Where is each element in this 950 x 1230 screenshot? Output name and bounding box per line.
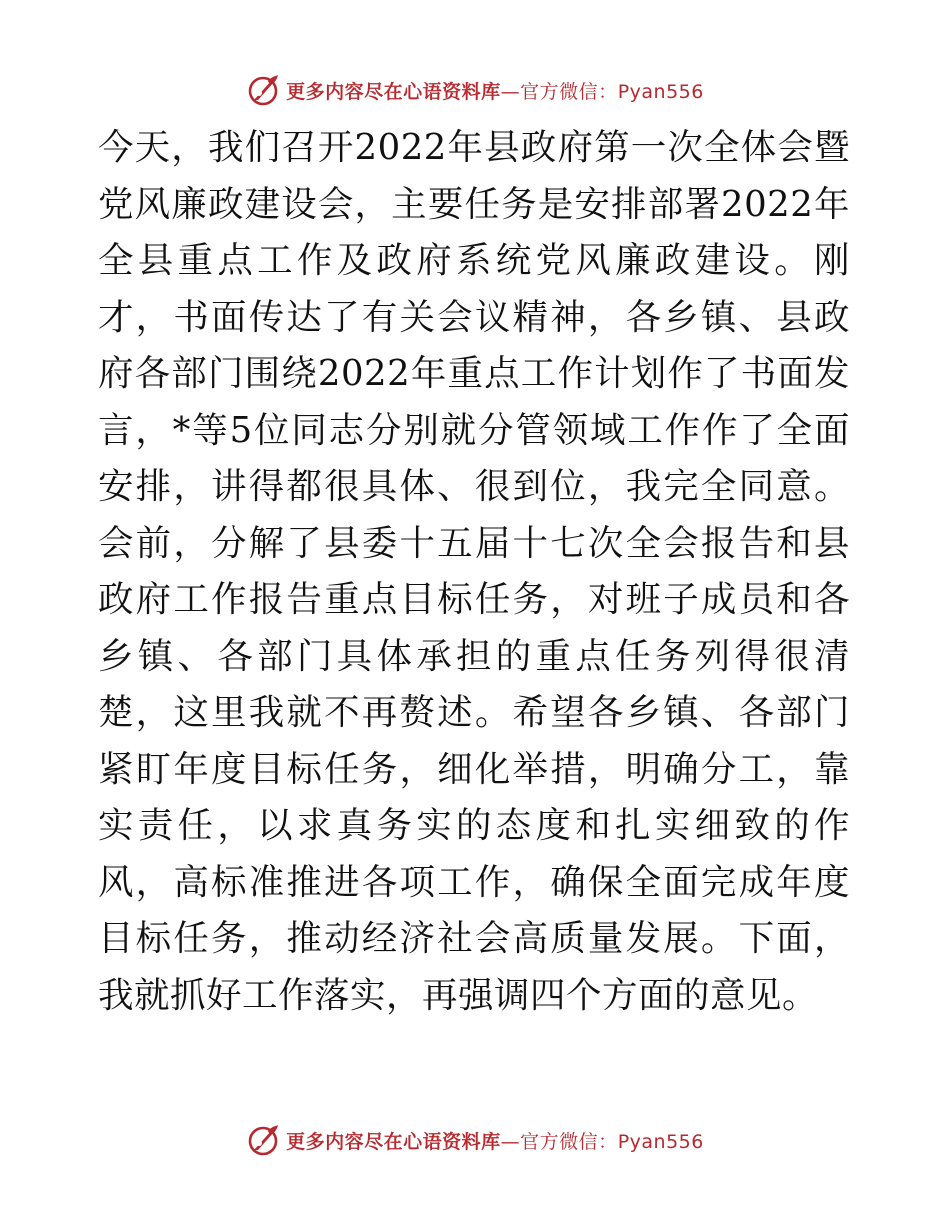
footer-banner bbox=[0, 1122, 950, 1158]
banner-wechat-label: 官方微信： bbox=[520, 1130, 618, 1153]
banner-brand: 更多内容尽在心语资料库 bbox=[286, 80, 501, 103]
quill-logo-icon bbox=[246, 73, 280, 107]
banner-wechat-id: Pyan556 bbox=[617, 1130, 704, 1153]
banner-separator: — bbox=[500, 80, 521, 103]
quill-logo-icon bbox=[246, 1123, 280, 1157]
banner-separator: — bbox=[500, 1130, 521, 1153]
banner-brand: 更多内容尽在心语资料库 bbox=[286, 1130, 501, 1153]
document-paragraph: 今天，我们召开2022年县政府第一次全体会暨党风廉政建设会，主要任务是安排部署2022年全县重点工作及政府系统党风廉政建设。刚才，书面传达了有关会议精神，各乡镇、县政府各部门围绕2022年重点工作计划作了书面发言，*等5位同志分别就分管领域工作作了全面安排，讲得都很具体、很到位，我完全同意。会前，分解了县委十五届十七次全会报告和县政府工作报告重点目标任务，对班子成员和各乡镇、各部门具体承担的重点任务列得很清楚，这里我就不再赘述。希望各乡镇、各部门紧盯年度目标任务，细化举措，明确分工，靠实责任，以求真务实的态度和扎实细致的作风，高标准推进各项工作，确保全面完成年度目标任务，推动经济社会高质量发展。下面，我就抓好工作落实，再强调四个方面的意见。 bbox=[98, 127, 850, 1016]
banner-wechat-label: 官方微信： bbox=[520, 80, 618, 103]
banner-text bbox=[286, 77, 704, 104]
header-banner bbox=[0, 72, 950, 108]
banner-text bbox=[286, 1127, 704, 1154]
banner-wechat-id: Pyan556 bbox=[617, 80, 704, 103]
